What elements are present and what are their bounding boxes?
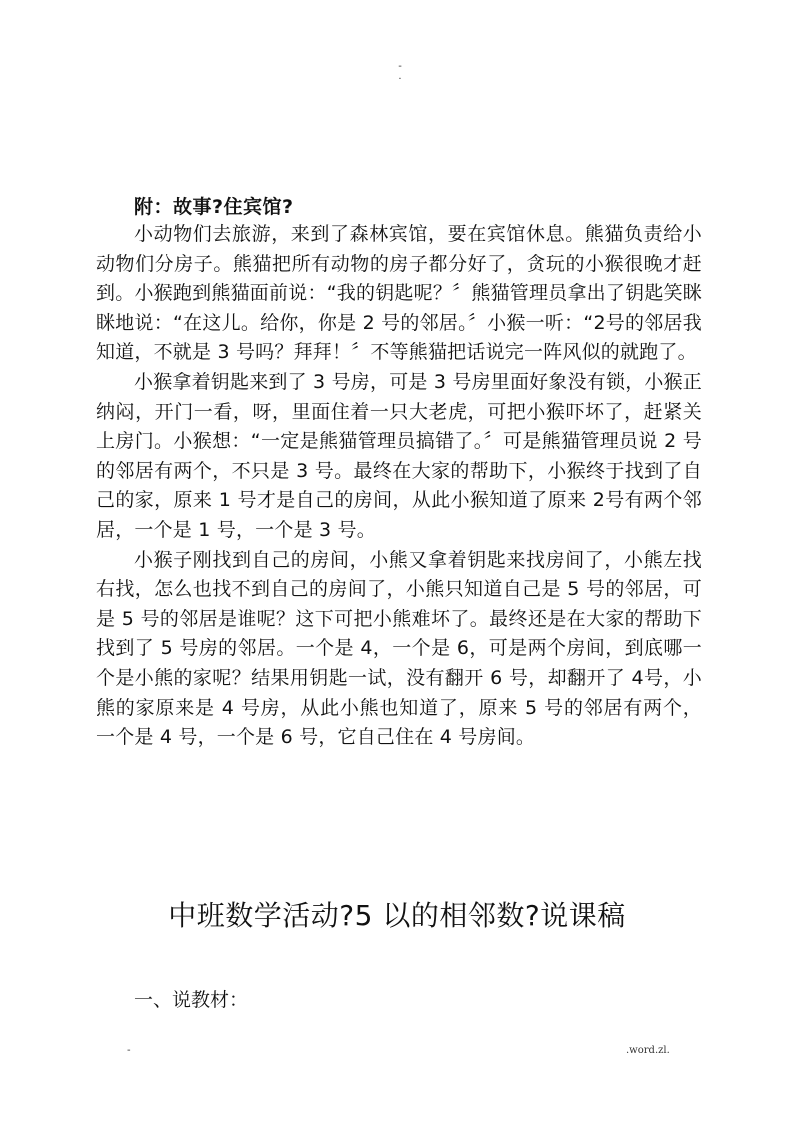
story-paragraph: 小猴拿着钥匙来到了 3 号房，可是 3 号房里面好象没有锁，小猴正纳闷，开门一看，呀，里面住着一只大老虎，可把小猴吓坏了，赶紧关上房门。小猴想：“一定是熊猫管理员搞错了。〞可是熊猫管理员说 2 号的邻居有两个，不只是 3 号。最终在大家的帮助下，小猴终于找到了自己的家，原来 1 号才是自己的房间，从此小猴知道了原来 2号有两个邻居，一个是 1 号，一个是 3 号。: [96, 370, 702, 541]
story-heading: 附：故事?住宾馆?: [134, 196, 294, 218]
header-dot: .: [398, 71, 402, 82]
story-paragraph: 小动物们去旅游，来到了森林宾馆，要在宾馆休息。熊猫负责给小动物们分房子。熊猫把所有动物的房子都分好了，贪玩的小猴很晚才赶到。小猴跑到熊猫面前说：“我的钥匙呢？〞熊猫管理员拿出了钥匙笑眯眯地说：“在这儿。给你，你是 2 号的邻居。〞小猴一听：“2号的邻居我知道，不就是 3 号吗？拜拜！〞不等熊猫把话说完一阵风似的就跑了。: [96, 223, 702, 364]
story-paragraph: 小猴子刚找到自己的房间，小熊又拿着钥匙来找房间了，小熊左找右找，怎么也找不到自己的房间了，小熊只知道自己是 5 号的邻居，可是 5 号的邻居是谁呢？这下可把小熊难坏了。最终还是在大家的帮助下找到了 5 号房的邻居。一个是 4，一个是 6，可是两个房间，到底哪一个是小熊的家呢？结果用钥匙一试，没有翻开 6 号，却翻开了 4号，小熊的家原来是 4 号房，从此小熊也知道了，原来 5 号的邻居有两个，一个是 4 号，一个是 6 号，它自己住在 4 号房间。: [96, 548, 702, 749]
page-header-mark: [394, 62, 406, 82]
document-title: 中班数学活动?5 以的相邻数?说课稿: [168, 899, 626, 932]
footer-source-label: .word.zl.: [626, 1045, 670, 1056]
section-heading-teaching-material: 一、说教材：: [134, 989, 249, 1011]
footer-left-mark: -: [127, 1045, 131, 1056]
story-body: [96, 220, 702, 753]
header-dash: -: [398, 61, 402, 72]
